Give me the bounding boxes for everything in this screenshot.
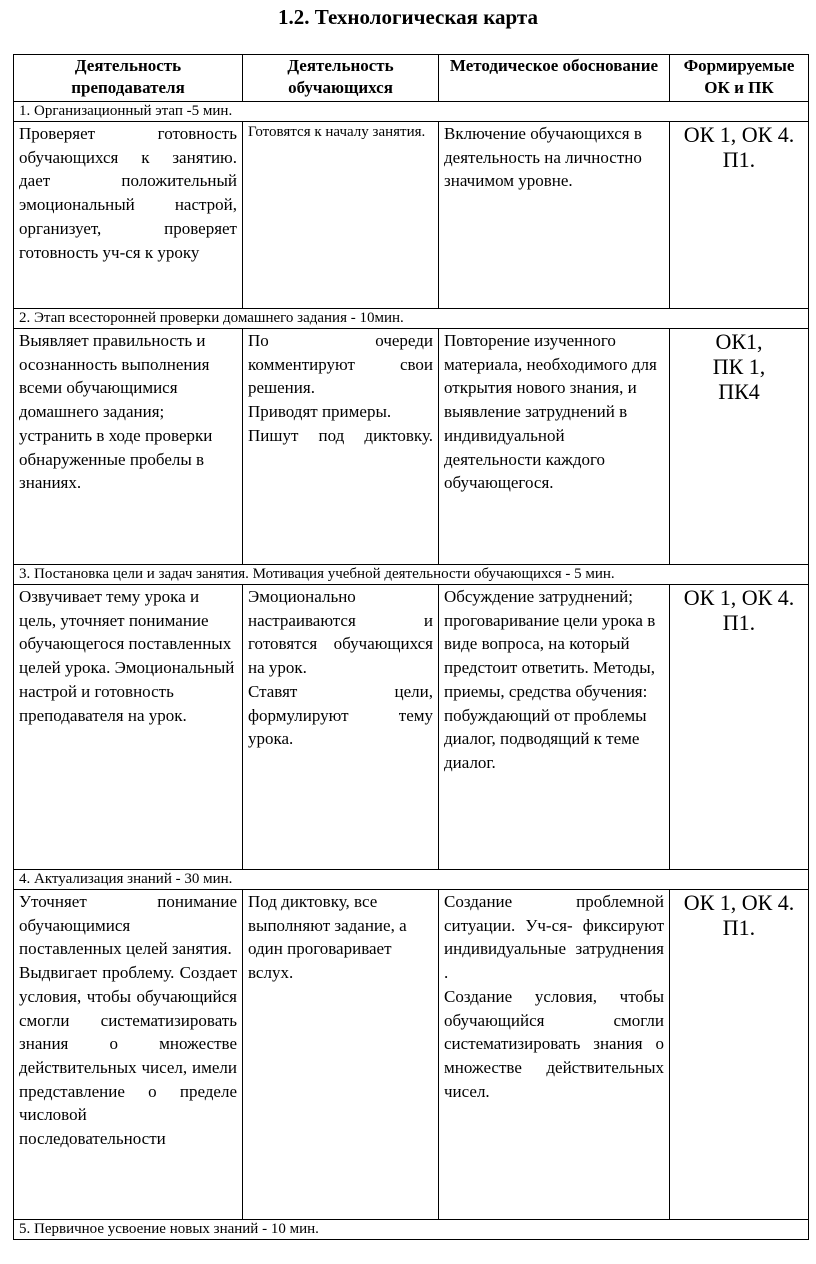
table-row [14,890,809,1220]
stage-title: 1. Организационный этап -5 мин. [14,102,809,122]
cell-text: Эмоционально настраиваются и готовятся обучающихся на урок. [248,587,433,678]
teacher-cell [14,890,243,1220]
stage-title: 4. Актуализация знаний - 30 мин. [14,870,809,890]
method-cell [439,329,670,565]
page-title: 1.2. Технологическая карта [278,5,538,29]
students-cell [243,585,439,870]
table-row [14,585,809,870]
competency-text: П1. [722,915,756,940]
cell-text: По очереди комментируют свои решения. [248,331,433,398]
method-cell [439,122,670,309]
teacher-cell [14,585,243,870]
competencies-cell [670,585,809,870]
header-students: Деятельность обучающихся [243,55,439,102]
competency-text: П1. [722,147,756,172]
competency-text: ПК4 [718,379,760,404]
cell-text: Проверяет готовность обучающихся к занятию. [19,124,237,167]
competency-text: ПК 1, [712,354,766,379]
stage-title: 2. Этап всесторонней проверки домашнего задания - 10мин. [14,309,809,329]
competency-text: ОК1, [715,329,763,354]
cell-text: Создание условия, чтобы обучающийся смогли систематизировать знания о множестве действительных чисел. [444,986,664,1101]
table-row [14,329,809,565]
table-row [14,122,809,309]
cell-text: Обсуждение затруднений; проговаривание цели урока в виде вопроса, на который предстоит ответить. Методы, приемы, средства обучения: побуждающий от проблемы диалог, подводящий к теме диалог. [444,587,656,772]
stage-title: 5. Первичное усвоение новых знаний - 10 мин. [14,1220,809,1240]
students-cell [243,329,439,565]
stage-row [14,565,809,585]
header-method: Методическое обоснование [439,55,670,102]
cell-text: Включение обучающихся в деятельность на личностно значимом уровне. [444,124,642,191]
method-cell [439,890,670,1220]
cell-text: Приводят примеры. [248,402,392,422]
students-cell [243,890,439,1220]
cell-text: Выявляет правильность и осознанность выполнения всеми обучающимися домашнего задания; устранить в ходе проверки обнаруженные пробелы в знаниях. [19,331,213,493]
competencies-cell [670,329,809,565]
students-cell [243,122,439,309]
cell-text: Повторение изученного материала, необходимого для открытия нового знания, и выявление затруднений в индивидуальной деятельности каждого обучающегося. [444,331,657,493]
stage-row [14,870,809,890]
method-cell [439,585,670,870]
competency-text: ОК 1, ОК 4. [683,122,795,147]
stage-row [14,102,809,122]
cell-text: Уточняет понимание обучающимися поставленных целей занятия. [19,892,237,959]
technology-map-table [13,54,809,1240]
cell-text: Пишут под диктовку. [248,425,433,445]
stage-row [14,309,809,329]
competency-text: ОК 1, ОК 4. [683,890,795,915]
cell-text: Ставят цели, формулируют тему урока. [248,681,433,749]
cell-text: Создание проблемной ситуации. Уч-ся- фиксируют индивидуальные затруднения . [444,892,664,983]
cell-text: Готовятся к началу занятия. [248,124,426,140]
header-row [14,55,809,102]
teacher-cell [14,329,243,565]
cell-text: дает положительный эмоциональный настрой, организует, проверяет готовность уч-ся к уроку [19,171,237,262]
cell-text: Под диктовку, все выполняют задание, а один проговаривает вслух. [248,892,407,983]
competency-text: ОК 1, ОК 4. [683,585,795,610]
teacher-cell [14,122,243,309]
competency-text: П1. [722,610,756,635]
competencies-cell [670,122,809,309]
header-competencies: Формируемые ОК и ПК [670,55,809,102]
competencies-cell [670,890,809,1220]
stage-row [14,1220,809,1240]
header-teacher: Деятельность преподавателя [14,55,243,102]
stage-title: 3. Постановка цели и задач занятия. Мотивация учебной деятельности обучающихся - 5 мин. [14,565,809,585]
cell-text: Выдвигает проблему. Создает условия, чтобы обучающийся смогли систематизировать знания о множестве действительных чисел, имели представление о пределе числовой последовательности [19,963,237,1149]
cell-text: Озвучивает тему урока и цель, уточняет понимание обучающегося поставленных целей урока. Эмоциональный настрой и готовность преподавателя на урок. [19,587,235,725]
